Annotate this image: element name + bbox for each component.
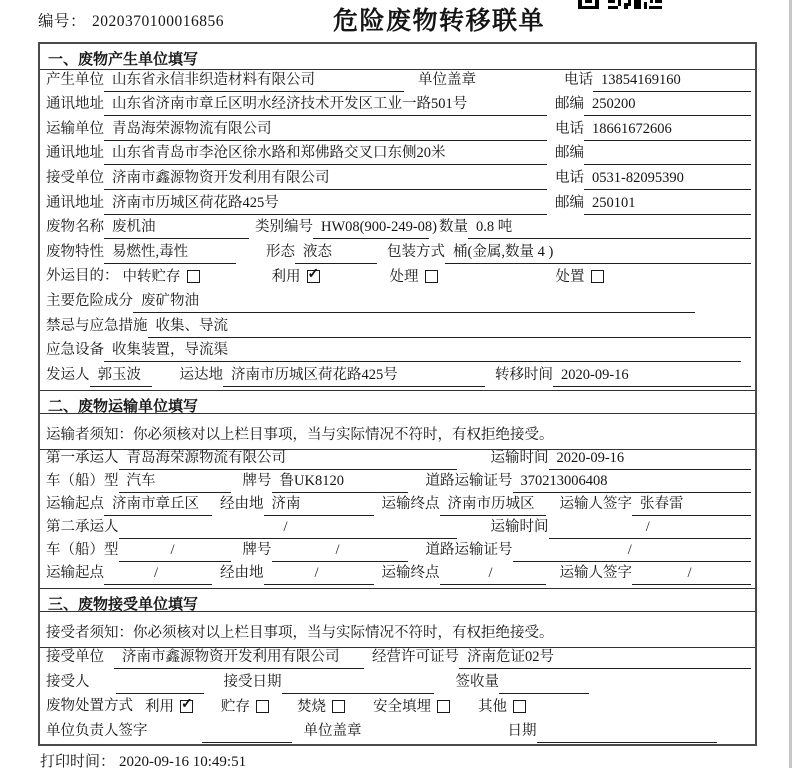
packing-method-label: 包装方式 [387,243,445,260]
receiver-phone-value: 0531-82095390 [584,170,751,190]
producer-unit-label: 产生单位 [46,71,104,88]
disposal-option-other-label: 其他 [478,699,507,716]
road-permit1-label: 道路运输证号 [425,472,513,489]
row-taboo-measures [40,316,755,341]
receiver-zip-label: 邮编 [555,194,584,211]
shipper-label: 发运人 [46,366,90,383]
transfer-form-table [38,42,757,746]
waste-form-value: 液态 [295,240,377,264]
transport-address-label: 通讯地址 [46,145,104,162]
transfer-purpose-label: 外运目的： [46,268,119,285]
transport-unit-value: 青岛海荣源物流有限公司 [104,117,547,141]
receiver-address-label: 通讯地址 [46,194,104,211]
transporter-notice-label: 运输者须知： [46,426,133,443]
plate-number1-label: 牌号 [242,472,272,489]
checkbox-disposal-utilize [180,700,193,713]
transport-zip-value [584,145,751,165]
receiver-notice [40,612,755,648]
row-receiver-unit [40,168,755,193]
carrier-sign2-label: 运输人签字 [559,564,632,581]
accept-date-value [282,674,434,694]
road-permit2-value: / [513,542,752,562]
section-producer-header: 一、废物产生单位填写 [40,44,755,70]
responsible-sign-label: 单位负责人签字 [46,722,148,739]
row-acceptor [40,672,755,697]
second-carrier-value: / [119,519,457,539]
transport-time2-value: / [549,519,752,539]
via1-label: 经由地 [220,495,264,512]
doc-number-value: 2020370100016856 [92,13,225,30]
purpose-option-treat [390,265,438,286]
via2-value: / [264,565,374,585]
plate-number2-value: / [272,542,408,562]
producer-zip-value: 250200 [584,96,751,116]
page-edge-line [789,0,792,768]
vehicle-type2-value: / [119,542,231,562]
waste-form-label: 形态 [266,243,295,260]
hazard-component-value: 废矿物油 [133,289,695,313]
checkbox-disposal-other [513,700,526,713]
road-permit1-value: 370213006408 [513,473,752,493]
purpose-option-utilize-label: 利用 [271,269,301,286]
waste-name-value: 废机油 [104,215,249,239]
row-transport-address [40,144,755,169]
row-transport-unit [40,119,755,144]
producer-unit-value: 山东省永信非织造材料有限公司 [104,68,404,92]
category-code-value: HW08(900-249-08) [313,219,429,239]
checkbox-treat [425,270,438,283]
origin2-value: / [104,565,212,585]
plate-number2-label: 牌号 [242,541,272,558]
transport-unit-label: 运输单位 [46,120,104,137]
hazard-component-label: 主要危险成分 [46,292,133,309]
disposal-option-utilize-label: 利用 [145,699,174,716]
receiver-address-value: 济南市历城区荷花路425号 [104,191,547,215]
checkbox-disposal-incinerate [332,700,345,713]
receiver-unit-value: 济南市鑫源物资开发利用有限公司 [104,166,547,190]
category-code-label: 类别编号 [255,219,313,236]
row-emergency-equipment [40,341,755,366]
row-accept-unit [40,648,755,673]
disposal-option-storage-label: 贮存 [221,699,250,716]
receiver-zip-value: 250101 [584,195,751,215]
row-responsible-sign [40,721,755,746]
transport-address-value: 山东省青岛市李沧区徐水路和郑佛路交叉口东侧20米 [104,141,547,165]
print-time-label: 打印时间： [40,754,116,770]
receiver-seal-label: 单位盖章 [303,722,362,739]
row-disposal-method [40,697,755,722]
checkbox-disposal-storage [256,700,269,713]
transfer-time-label: 转移时间 [495,366,553,383]
responsible-sign-value [202,723,292,743]
receive-date-label: 日期 [507,722,537,739]
row-transfer-purpose [40,267,755,292]
sign-quantity-label: 签收量 [455,673,499,690]
vehicle-type1-value: 汽车 [119,469,231,493]
accept-unit-value: 济南市鑫源物资开发利用有限公司 [114,645,364,669]
section-transporter-header: 二、废物运输单位填写 [40,390,755,414]
license-number-value: 济南危证02号 [459,645,751,669]
receiver-unit-label: 接受单位 [46,169,104,186]
carrier-sign1-label: 运输人签字 [559,495,632,512]
waste-name-label: 废物名称 [46,219,104,236]
receiver-notice-text: 你必须核对以上栏目事项，当与实际情况不符时，有权拒绝接受。 [133,624,554,641]
checkbox-dispose [591,270,604,283]
emergency-equipment-label: 应急设备 [46,342,104,359]
doc-number [38,9,224,31]
origin2-label: 运输起点 [46,564,104,581]
disposal-option-utilize [145,695,193,716]
first-carrier-value: 青岛海荣源物流有限公司 [119,446,457,470]
page-title: 危险废物转移联单 [333,8,546,35]
taboo-measures-label: 禁忌与应急措施 [46,317,148,334]
producer-address-value: 山东省济南市章丘区明水经济技术开发区工业一路501号 [104,92,547,116]
via1-value: 济南 [264,492,374,516]
accept-date-label: 接受日期 [223,673,282,690]
destination-label: 运达地 [179,366,223,383]
vehicle-type1-label: 车（船）型 [46,472,119,489]
quantity-value: 0.8 吨 [468,215,751,239]
emergency-equipment-value: 收集装置，导流渠 [104,338,741,362]
purpose-option-dispose [556,265,604,286]
transport-phone-value: 18661672606 [584,121,751,141]
producer-phone-label: 电话 [564,71,593,88]
producer-zip-label: 邮编 [555,96,584,113]
row-producer-unit [40,70,755,95]
carrier-sign1-value: 张春雷 [632,492,751,516]
disposal-option-other [478,695,526,716]
transport-time1-label: 运输时间 [490,449,549,466]
origin1-label: 运输起点 [46,495,104,512]
row-receiver-address [40,193,755,218]
via2-label: 经由地 [220,564,264,581]
purpose-option-dispose-label: 处置 [555,269,585,286]
end2-label: 运输终点 [381,564,440,581]
row-second-carrier [40,519,755,542]
road-permit2-label: 道路运输证号 [425,541,513,558]
row-waste-character [40,242,755,267]
section-receiver-header: 三、废物接受单位填写 [40,588,755,612]
disposal-option-landfill [373,695,450,716]
producer-phone-value: 13854169160 [593,72,751,92]
receive-date-value [537,723,717,743]
packing-method-value: 桶(金属,数量 4 ) [445,240,751,264]
carrier-sign2-value: / [632,565,751,585]
second-carrier-label: 第二承运人 [46,518,119,535]
end1-value: 济南市历城区 [440,492,546,516]
producer-address-label: 通讯地址 [46,96,104,113]
first-carrier-label: 第一承运人 [46,449,119,466]
disposal-option-landfill-label: 安全填埋 [373,699,431,716]
section-transporter [40,390,755,588]
unit-seal-label: 单位盖章 [418,71,476,88]
accept-unit-label: 接受单位 [46,649,104,666]
checkbox-utilize [307,270,320,283]
receiver-phone-label: 电话 [555,169,584,186]
row-producer-address [40,95,755,120]
sign-quantity-value [499,674,589,694]
print-time-value: 2020-09-16 10:49:51 [119,754,247,770]
transporter-notice-text: 你必须核对以上栏目事项，当与实际情况不符时，有权拒绝接受。 [133,426,554,443]
row-hazard-component [40,291,755,316]
row-route1 [40,496,755,519]
transport-time2-label: 运输时间 [490,518,549,535]
row-shipper [40,365,755,390]
row-route2 [40,565,755,588]
end2-value: / [440,565,546,585]
doc-number-label: 编号： [38,13,87,30]
waste-character-label: 废物特性 [46,243,104,260]
receiver-notice-label: 接受者须知： [46,624,133,641]
purpose-option-utilize [272,265,320,286]
origin1-value: 济南市章丘区 [104,492,212,516]
transport-phone-label: 电话 [555,120,584,137]
row-waste-name [40,218,755,243]
acceptor-value [116,674,204,694]
disposal-option-incinerate [297,695,345,716]
disposal-option-incinerate-label: 焚烧 [297,699,326,716]
plate-number1-value: 鲁UK8120 [272,469,408,493]
waste-character-value: 易燃性,毒性 [104,240,236,264]
destination-value: 济南市历城区荷花路425号 [223,363,485,387]
acceptor-label: 接受人 [46,673,90,690]
checkbox-transfer-storage [187,270,200,283]
purpose-option-transfer-storage-label: 中转贮存 [122,269,181,286]
shipper-value: 郭玉波 [90,363,152,387]
transfer-time-value: 2020-09-16 [553,367,751,387]
checkbox-disposal-landfill [437,700,450,713]
license-number-label: 经营许可证号 [372,649,459,666]
disposal-method-label: 废物处置方式 [46,698,133,715]
section-producer [40,44,755,390]
purpose-option-transfer-storage [123,265,200,286]
disposal-option-storage [221,695,269,716]
vehicle-type2-label: 车（船）型 [46,541,119,558]
transporter-notice [40,414,755,450]
transport-time1-value: 2020-09-16 [549,450,752,470]
transport-zip-label: 邮编 [555,145,584,162]
taboo-measures-value: 收集、导流 [148,314,752,338]
purpose-option-treat-label: 处理 [389,269,419,286]
section-receiver [40,588,755,746]
quantity-label: 数量 [439,219,468,236]
qr-code-fragment [578,0,662,9]
end1-label: 运输终点 [381,495,440,512]
